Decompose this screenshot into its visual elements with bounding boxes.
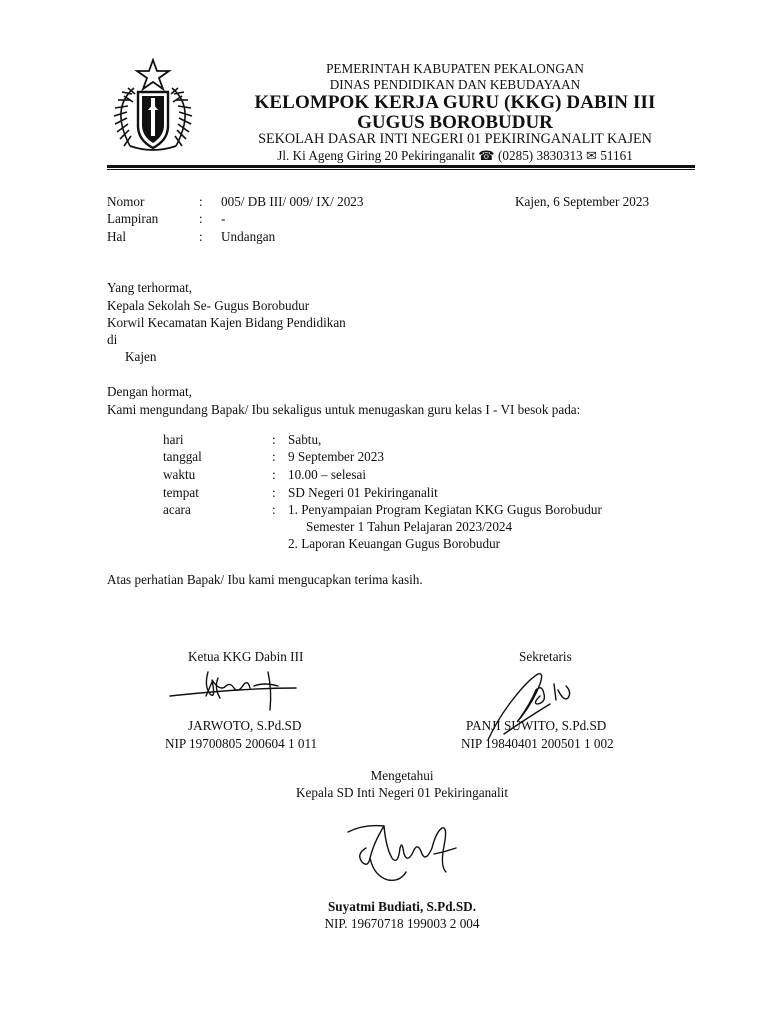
letterhead-divider [107, 165, 695, 168]
waktu-value: 10.00 – selesai [288, 467, 367, 482]
recipient-line-2: Korwil Kecamatan Kajen Bidang Pendidikan [107, 315, 346, 330]
tempat-colon: : [272, 485, 276, 500]
envelope-icon: ✉ [585, 148, 598, 163]
nomor-colon: : [199, 194, 203, 209]
recipient-line-1: Kepala Sekolah Se- Gugus Borobudur [107, 298, 310, 313]
nomor-value: 005/ DB III/ 009/ IX/ 2023 [221, 194, 364, 209]
letter-place-date: Kajen, 6 September 2023 [515, 194, 650, 209]
hal-colon: : [199, 229, 203, 244]
acara-item-1: 1. Penyampaian Program Kegiatan KKG Gugus Borobudur [288, 502, 602, 517]
recipient-location: Kajen [125, 349, 157, 364]
principal-nip: NIP. 19670718 199003 2 004 [324, 916, 480, 931]
lampiran-value: - [221, 211, 226, 226]
letterhead-divider-thin [107, 169, 695, 170]
tempat-label: tempat [163, 485, 199, 500]
tanggal-colon: : [272, 449, 276, 464]
hari-label: hari [163, 432, 184, 447]
lampiran-colon: : [199, 211, 203, 226]
right-signatory-nip: NIP 19840401 200501 1 002 [461, 736, 614, 751]
principal-signature-image [344, 818, 460, 886]
letterhead-government: PEMERINTAH KABUPATEN PEKALONGAN [326, 61, 584, 76]
letterhead-contact [222, 148, 688, 164]
acara-colon: : [272, 502, 276, 517]
regency-emblem-logo [104, 58, 202, 156]
principal-name: Suyatmi Budiati, S.Pd.SD. [327, 899, 477, 914]
nomor-label: Nomor [107, 194, 145, 209]
left-signatory-nip: NIP 19700805 200604 1 011 [165, 736, 318, 751]
letterhead-phone: (0285) 3830313 [498, 148, 583, 163]
telephone-icon: ☎ [478, 148, 495, 163]
letterhead-department: DINAS PENDIDIKAN DAN KEBUDAYAAN [329, 77, 581, 92]
tempat-value: SD Negeri 01 Pekiringanalit [288, 485, 438, 500]
greeting: Dengan hormat, [107, 384, 192, 399]
letterhead-postal-code: 51161 [600, 148, 633, 163]
hari-colon: : [272, 432, 276, 447]
waktu-label: waktu [163, 467, 196, 482]
intro-paragraph: Kami mengundang Bapak/ Ibu sekaligus untuk menugaskan guru kelas I - VI besok pada: [107, 402, 581, 417]
left-signatory-title: Ketua KKG Dabin III [188, 649, 304, 664]
left-signature-image [168, 668, 304, 716]
recipient-di: di [107, 332, 118, 347]
acknowledged-label: Mengetahui [370, 768, 434, 783]
hal-label: Hal [107, 229, 127, 244]
principal-title: Kepala SD Inti Negeri 01 Pekiringanalit [295, 785, 509, 800]
left-signatory-name: JARWOTO, S.Pd.SD [188, 718, 302, 733]
letterhead-cluster: GUGUS BOROBUDUR [357, 112, 553, 133]
right-signatory-title: Sekretaris [519, 649, 572, 664]
recipient-salutation: Yang terhormat, [107, 280, 193, 295]
hari-value: Sabtu, [288, 432, 322, 447]
acara-label: acara [163, 502, 191, 517]
letterhead-organization: KELOMPOK KERJA GURU (KKG) DABIN III [254, 92, 656, 113]
acara-item-2: 2. Laporan Keuangan Gugus Borobudur [288, 536, 501, 551]
acara-item-1-continued: Semester 1 Tahun Pelajaran 2023/2024 [306, 519, 513, 534]
closing-paragraph: Atas perhatian Bapak/ Ibu kami mengucapkan terima kasih. [107, 572, 423, 587]
tanggal-value: 9 September 2023 [288, 449, 384, 464]
tanggal-label: tanggal [163, 449, 202, 464]
lampiran-label: Lampiran [107, 211, 159, 226]
hal-value: Undangan [221, 229, 276, 244]
letterhead-address: Jl. Ki Ageng Giring 20 Pekiringanalit [277, 148, 475, 163]
right-signatory-name: PANJI SUWITO, S.Pd.SD [466, 718, 607, 733]
letterhead-school: SEKOLAH DASAR INTI NEGERI 01 PEKIRINGANALIT KAJEN [258, 131, 652, 147]
waktu-colon: : [272, 467, 276, 482]
